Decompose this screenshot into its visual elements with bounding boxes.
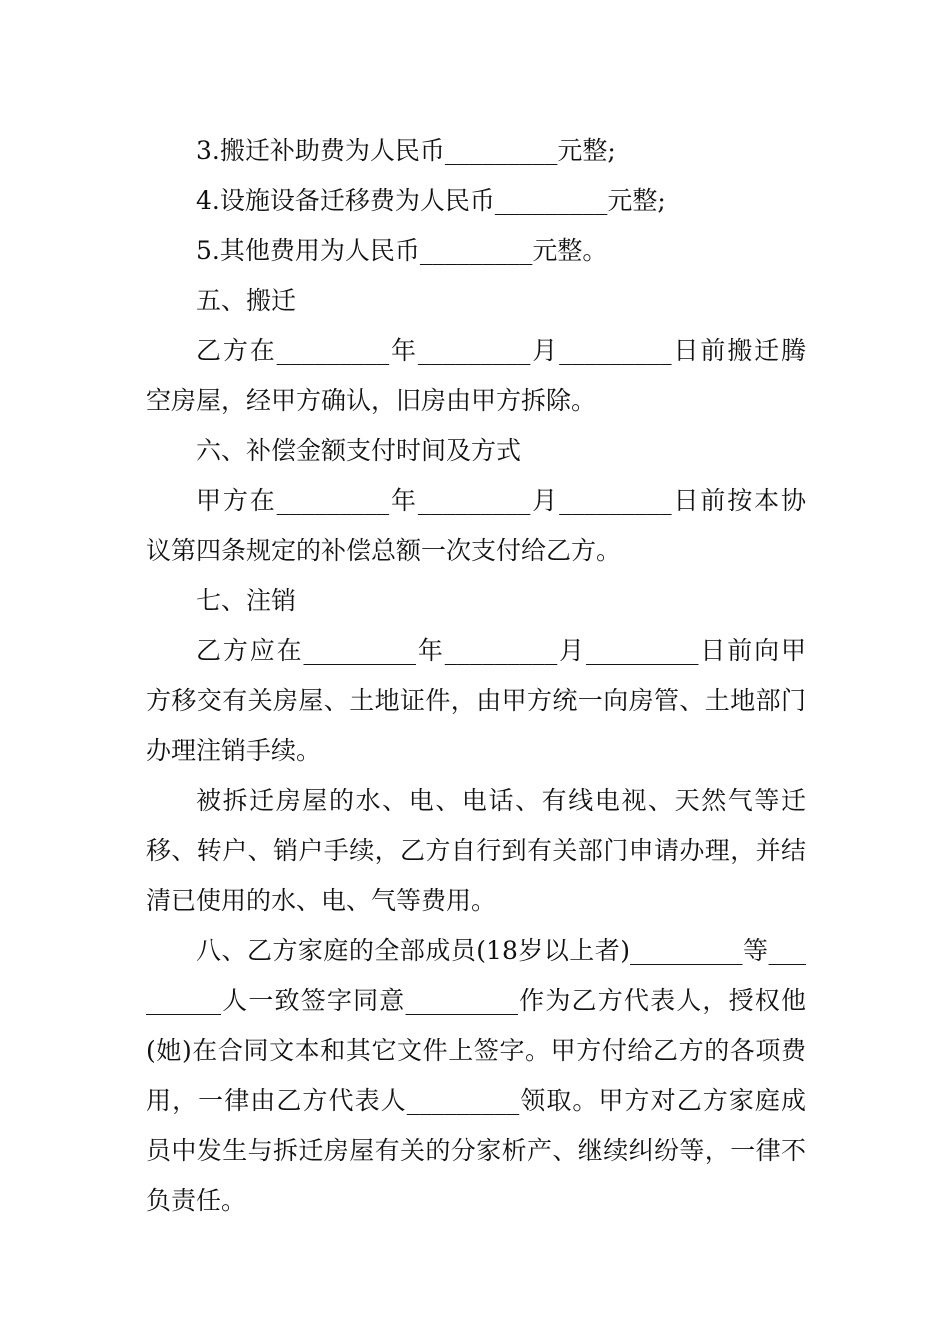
clause-equipment-relocation-fee: 4.设施设备迁移费为人民币_________元整; xyxy=(196,186,666,215)
clause-relocation-subsidy: 3.搬迁补助费为人民币_________元整; xyxy=(196,136,616,165)
section-heading-relocation: 五、搬迁 xyxy=(196,286,297,315)
clause-utilities-transfer: 被拆迁房屋的水、电、电话、有线电视、天然气等迁移、转户、销户手续，乙方自行到有关部门申请办理，并结清已使用的水、电、气等费用。 xyxy=(146,786,806,915)
clause-family-representative: 八、乙方家庭的全部成员(18岁以上者)_________等_________人一致签字同意_________作为乙方代表人，授权他(她)在合同文本和其它文件上签字。甲方付给乙方的各项费用，一律由乙方代表人_________领取。甲方对乙方家庭成员中发生与拆迁房屋有关的分家析产、继续纠纷等，一律不负责任。 xyxy=(146,936,806,1215)
section-heading-cancellation: 七、注销 xyxy=(196,586,297,615)
clause-certificate-handover: 乙方应在_________年_________月_________日前向甲方移交有关房屋、土地证件，由甲方统一向房管、土地部门办理注销手续。 xyxy=(146,636,806,765)
document-body xyxy=(146,126,806,1226)
clause-other-fees: 5.其他费用为人民币_________元整。 xyxy=(196,236,608,265)
clause-relocation-deadline: 乙方在_________年_________月_________日前搬迁腾空房屋，经甲方确认，旧房由甲方拆除。 xyxy=(146,336,806,415)
section-heading-payment: 六、补偿金额支付时间及方式 xyxy=(196,436,522,465)
clause-payment-deadline: 甲方在_________年_________月_________日前按本协议第四条规定的补偿总额一次支付给乙方。 xyxy=(146,486,806,565)
